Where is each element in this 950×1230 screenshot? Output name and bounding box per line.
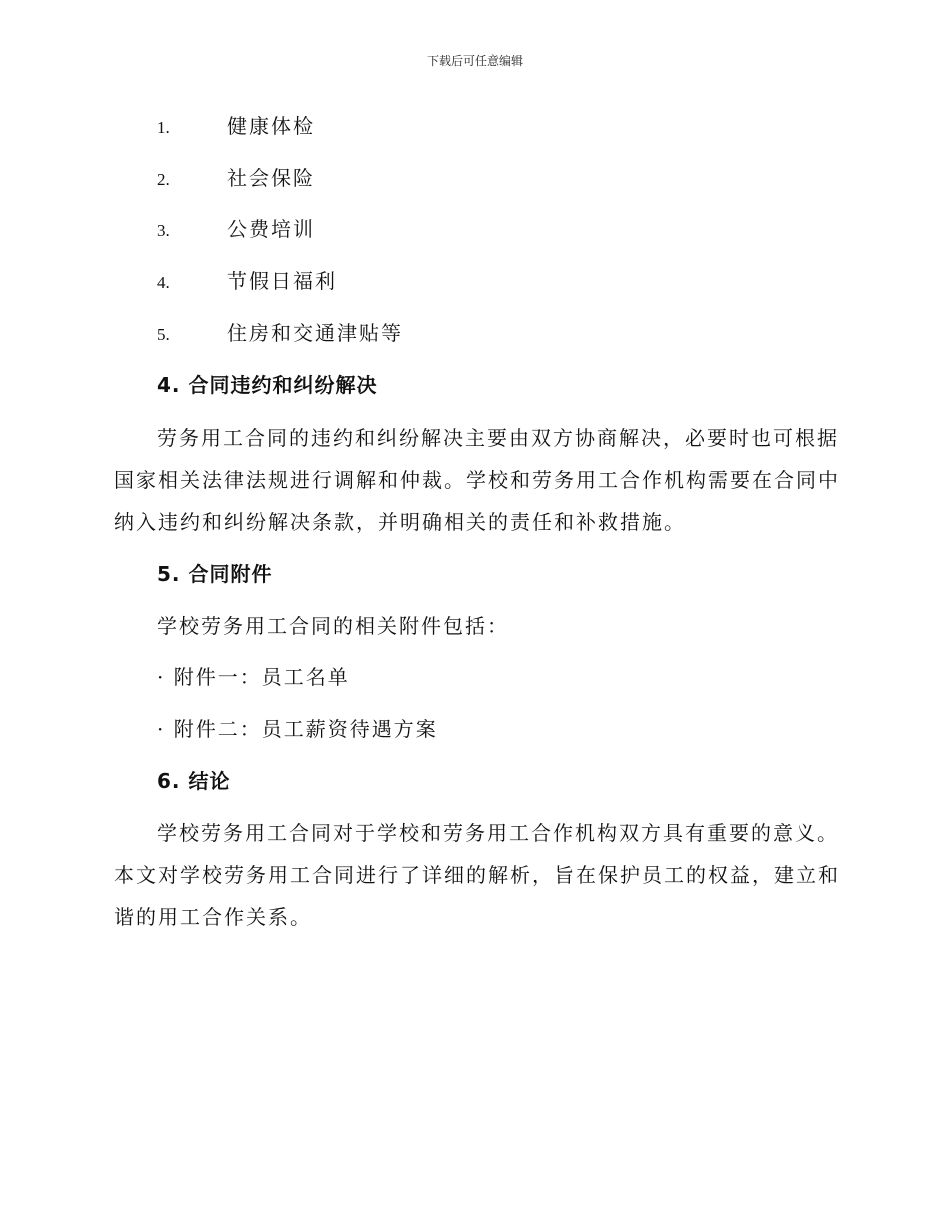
- list-item-text: 社会保险: [227, 166, 315, 190]
- list-item-number: 5.: [157, 325, 170, 344]
- attachment-item: · 附件一：员工名单: [157, 665, 350, 689]
- paragraph-line: 谐的用工合作关系。: [114, 905, 312, 929]
- list-item-text: 住房和交通津贴等: [227, 321, 403, 345]
- paragraph-line: 纳入违约和纠纷解决条款，并明确相关的责任和补救措施。: [114, 510, 686, 534]
- section-heading-dispute-resolution: 4. 合同违约和纠纷解决: [157, 373, 378, 397]
- list-item-number: 1.: [157, 118, 170, 137]
- list-item-text: 公费培训: [227, 217, 315, 241]
- attachment-item: · 附件二：员工薪资待遇方案: [157, 717, 438, 741]
- paragraph-line: 国家相关法律法规进行调解和仲裁。学校和劳务用工合作机构需要在合同中: [114, 468, 840, 492]
- list-item-text: 健康体检: [227, 114, 315, 138]
- section-heading-attachments: 5. 合同附件: [157, 562, 273, 586]
- list-item-number: 4.: [157, 273, 170, 292]
- list-item-number: 3.: [157, 221, 170, 240]
- paragraph-line: 学校劳务用工合同的相关附件包括：: [157, 614, 509, 638]
- page-header: 下载后可任意编辑: [426, 54, 523, 68]
- list-item-text: 节假日福利: [227, 269, 337, 293]
- paragraph-line: 劳务用工合同的违约和纠纷解决主要由双方协商解决，必要时也可根据: [157, 426, 839, 450]
- paragraph-line: 学校劳务用工合同对于学校和劳务用工合作机构双方具有重要的意义。: [157, 821, 839, 845]
- section-heading-conclusion: 6. 结论: [157, 769, 231, 793]
- list-item-number: 2.: [157, 170, 170, 189]
- paragraph-line: 本文对学校劳务用工合同进行了详细的解析，旨在保护员工的权益，建立和: [114, 863, 840, 887]
